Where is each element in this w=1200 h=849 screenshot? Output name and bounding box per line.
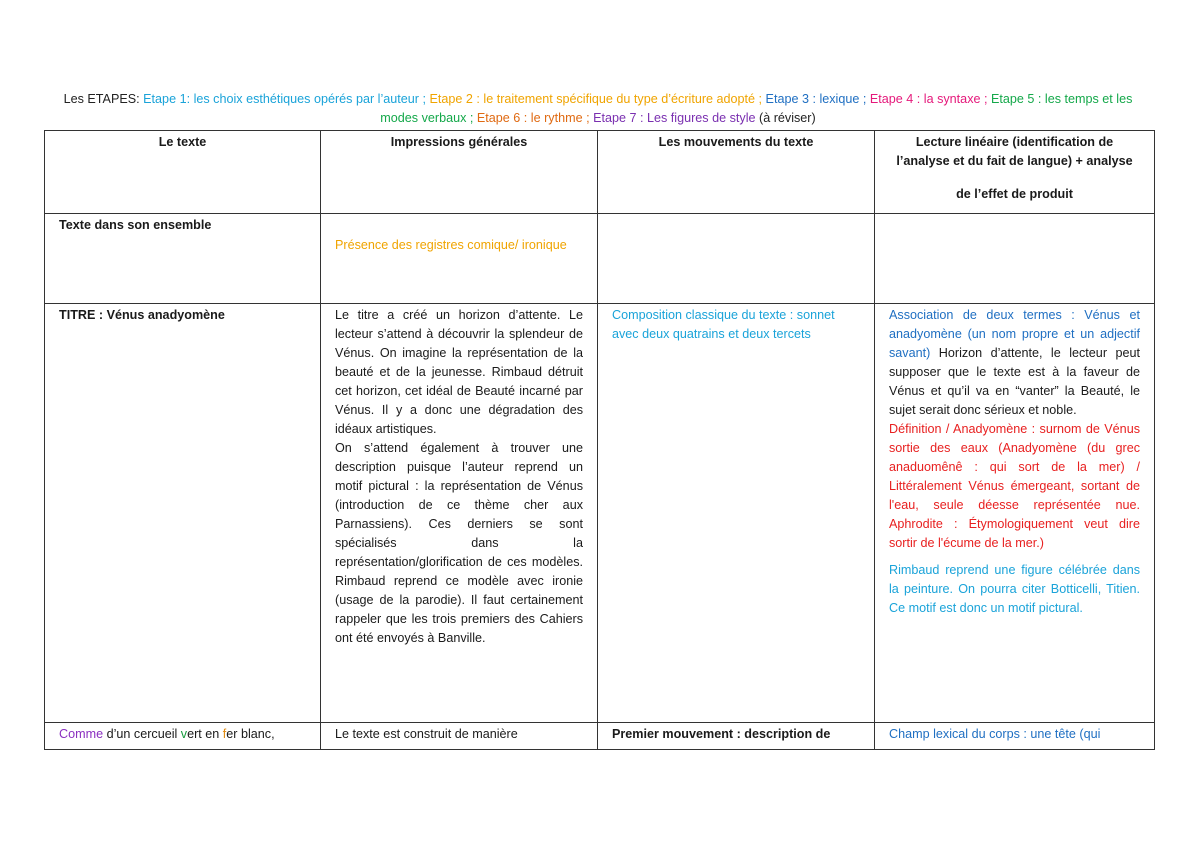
reviser-note: (à réviser) [759, 111, 816, 125]
row-label-ensemble: Texte dans son ensemble [45, 214, 321, 304]
mouvement-vers-1: Premier mouvement : description de [598, 723, 875, 750]
vers-1: Comme d’un cercueil vert en fer blanc, [45, 723, 321, 750]
col-header-impressions: Impressions générales [321, 131, 598, 214]
impression-titre [321, 304, 598, 723]
impression-titre-p2: On s’attend également à trouver une description puisque l’auteur reprend un motif pictural : la représentation de Vénus (introduction de ce thème cher aux Parnassiens). Ces derniers se sont spécialisés dans la représentation/glorification de ces modèles. Rimbaud reprend ce modèle avec ironie (usage de la parodie). Il faut certainement rappeler que les trois premiers des Cahiers ont été envoyés à Banville. [335, 441, 583, 645]
lecture-association: Association de deux termes : Vénus et anadyomène (un nom propre et un adjectif savant) [889, 308, 1140, 360]
lecture-horizon: Horizon d’attente, le lecteur peut supposer que le texte est à la faveur de Vénus et qu’il va en “vanter” la Beauté, le sujet serait donc sérieux et noble. [889, 346, 1140, 417]
etape-2: Etape 2 : le traitement spécifique du type d’écriture adopté ; [429, 92, 766, 106]
table-header-row [45, 131, 1155, 214]
table-row [45, 214, 1155, 304]
etape-7: Etape 7 : Les figures de style [593, 111, 760, 125]
etapes-lead: Les ETAPES: [63, 92, 144, 106]
lecture-vers-1: Champ lexical du corps : une tête (qui [875, 723, 1155, 750]
impression-titre-p1: Le titre a créé un horizon d’attente. Le lecteur s’attend à découvrir la splendeur de Vénus. On imagine la représentation de la beauté et de la jeunesse. Rimbaud détruit cet horizon, cet idéal de Beauté incarné par Vénus. Il y a donc une dégradation des idéaux artistiques. [335, 308, 583, 436]
etape-1: Etape 1: les choix esthétiques opérés par l’auteur ; [143, 92, 430, 106]
table-row [45, 304, 1155, 723]
table-row [45, 723, 1155, 750]
etape-5: Etape 5 : les temps et les modes verbaux ; [380, 92, 1133, 125]
mouvement-ensemble [598, 214, 875, 304]
col-header-lecture-extra: de l’effet de produit [956, 187, 1073, 201]
col-header-lecture: Lecture linéaire (identification de l’analyse et du fait de langue) + analyse de l’effet de produit [875, 131, 1155, 214]
col-header-texte: Le texte [45, 131, 321, 214]
analysis-table [44, 130, 1155, 750]
impression-ensemble: Présence des registres comique/ ironique [321, 214, 598, 304]
lecture-definition: Définition / Anadyomène : surnom de Vénus sortie des eaux (Anadyomène (du grec anaduomênê : qui sort de la mer) / Littéralement Vénus émergeant, sortant de l'eau, seule déesse représentée nue. Aphrodite : Étymologiquement veut dire sortir de l'écume de la mer.) [889, 422, 1140, 550]
lecture-titre [875, 304, 1155, 723]
etape-3: Etape 3 : lexique ; [765, 92, 870, 106]
lecture-ensemble [875, 214, 1155, 304]
lecture-figure: Rimbaud reprend une figure célébrée dans la peinture. On pourra citer Botticelli, Titien. Ce motif est donc un motif pictural. [889, 563, 1140, 615]
mouvement-titre: Composition classique du texte : sonnet avec deux quatrains et deux tercets [598, 304, 875, 723]
etape-4: Etape 4 : la syntaxe ; [869, 92, 991, 106]
etapes-header [44, 90, 1152, 128]
col-header-mouvements: Les mouvements du texte [598, 131, 875, 214]
etape-6: Etape 6 : le rythme ; [476, 111, 594, 125]
row-label-titre: TITRE : Vénus anadyomène [45, 304, 321, 723]
impression-vers-1: Le texte est construit de manière [321, 723, 598, 750]
